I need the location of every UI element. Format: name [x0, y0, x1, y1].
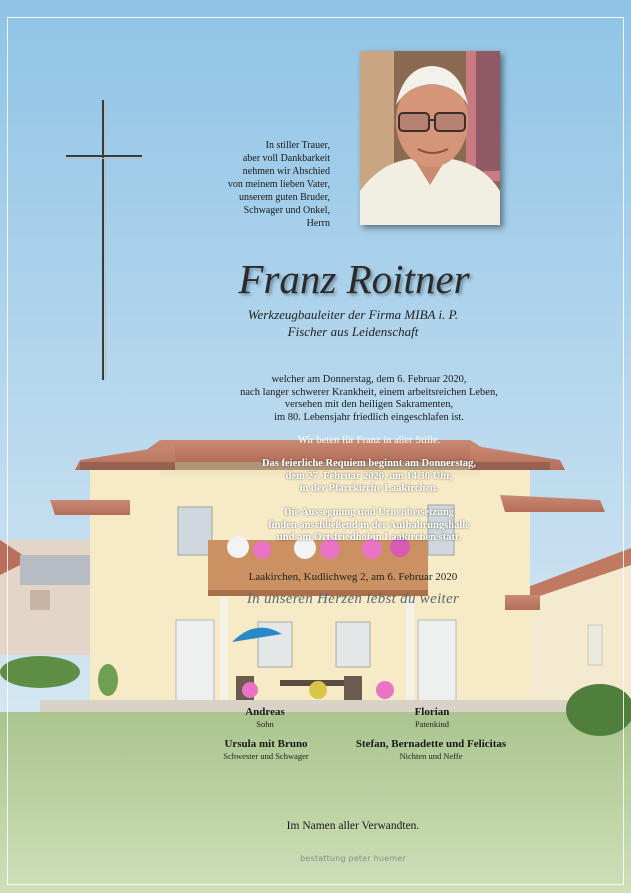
- deceased-name: Franz Roitner: [238, 256, 470, 302]
- mourner-relation: Patenkind: [415, 719, 449, 729]
- intro-line: nehmen wir Abschied: [242, 166, 330, 177]
- intro-line: aber voll Dankbarkeit: [242, 153, 330, 164]
- burial-line: Die Aussegnung und Urnenbeisetzung: [283, 507, 455, 518]
- mourner-name: Florian: [414, 706, 450, 718]
- mourner-name: Stefan, Bernadette und Felicitas: [355, 738, 507, 750]
- burial-info: [0, 507, 631, 545]
- notice-line: welcher am Donnerstag, dem 6. Februar 2020,: [271, 374, 467, 385]
- requiem-info: [0, 458, 631, 496]
- notice-line: versehen mit den heiligen Sakramenten,: [284, 399, 454, 410]
- mourner-name: Andreas: [245, 706, 285, 718]
- undertaker-name: bestattung peter huemer: [300, 854, 406, 863]
- motto: In unseren Herzen lebst du weiter: [246, 591, 460, 607]
- requiem-line: Das feierliche Requiem beginnt am Donnerstag,: [261, 458, 477, 469]
- notice-line: nach langer schwerer Krankheit, einem arbeitsreichen Leben,: [240, 386, 498, 398]
- intro-line: Herrn: [306, 218, 330, 229]
- burial-line: und am Ortsfriedhof in Laakirchen statt.: [276, 532, 462, 543]
- intro-line: unserem guten Bruder,: [239, 192, 330, 203]
- requiem-line: in der Pfarrkirche Laakirchen.: [299, 483, 439, 494]
- place-date: Laakirchen, Kudlichweg 2, am 6. Februar 2020: [248, 571, 458, 583]
- burial-line: finden anschließend in der Aufbahrungshalle: [268, 519, 470, 531]
- intro-line: von meinem lieben Vater,: [227, 179, 330, 190]
- intro-line: Schwager und Onkel,: [243, 205, 330, 216]
- intro-text: [200, 139, 330, 230]
- mourner-relation: Schwester und Schwager: [223, 751, 309, 761]
- closing-line: Im Namen aller Verwandten.: [286, 820, 420, 832]
- intro-line: In stiller Trauer,: [265, 140, 330, 151]
- portrait-photo: [360, 51, 500, 225]
- deceased-hobby: Fischer aus Leidenschaft: [287, 324, 419, 339]
- notice-line: im 80. Lebensjahr friedlich eingeschlafen ist.: [274, 411, 464, 423]
- deceased-occupation: Werkzeugbauleiter der Firma MIBA i. P.: [247, 307, 459, 322]
- mourner-name: Ursula mit Bruno: [224, 738, 308, 750]
- requiem-line: dem 27. Februar 2020, um 14.30 Uhr,: [285, 470, 453, 482]
- death-notice: [0, 374, 631, 424]
- prayer-line: Wir beten für Franz in aller Stille.: [297, 435, 441, 446]
- mourner-relation: Nichten und Neffe: [399, 751, 463, 761]
- mourner-relation: Sohn: [256, 719, 274, 729]
